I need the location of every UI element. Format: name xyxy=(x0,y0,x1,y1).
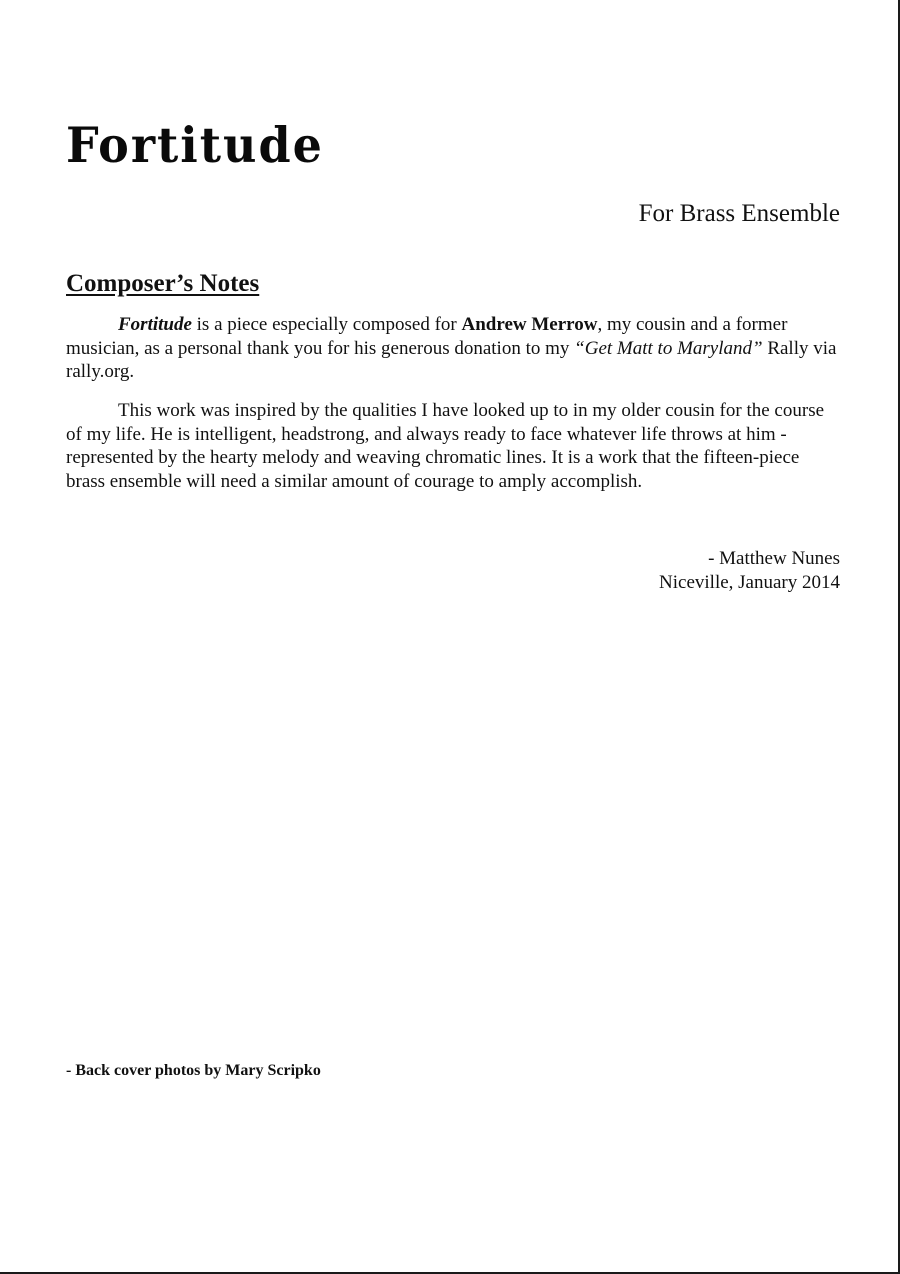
paragraph-text-c: Rally via rally.org. xyxy=(66,337,837,382)
paragraph-dedication xyxy=(66,313,842,384)
signature-place-date: Niceville, January 2014 xyxy=(659,572,840,593)
photo-credit: - Back cover photos by Mary Scripko xyxy=(66,1062,321,1079)
signature-author: - Matthew Nunes xyxy=(708,548,840,569)
dedicatee-name: Andrew Merrow xyxy=(461,314,598,335)
section-heading: Composer’s Notes xyxy=(66,270,260,297)
signature-block xyxy=(659,547,840,595)
paragraph-inspiration: This work was inspired by the qualities I have looked up to in my older cousin for the course of my life. He is intelligent, headstrong, and always ready to face whatever life throws at him - represented by the hearty melody and weaving chromatic lines. It is a work that the fifteen-piece brass ensemble will need a similar amount of courage to amply accomplish. xyxy=(66,400,825,492)
paragraph-text-b: , my cousin and a former musician, as a personal thank you for his generous donation to my xyxy=(66,314,788,359)
rally-name: “Get Matt to Maryland” xyxy=(574,337,763,359)
paragraph-text-a: is a piece especially composed for xyxy=(191,314,462,335)
subtitle: For Brass Ensemble xyxy=(638,200,840,227)
page-title: Fortitude xyxy=(66,116,324,174)
piece-name: Fortitude xyxy=(118,314,192,335)
